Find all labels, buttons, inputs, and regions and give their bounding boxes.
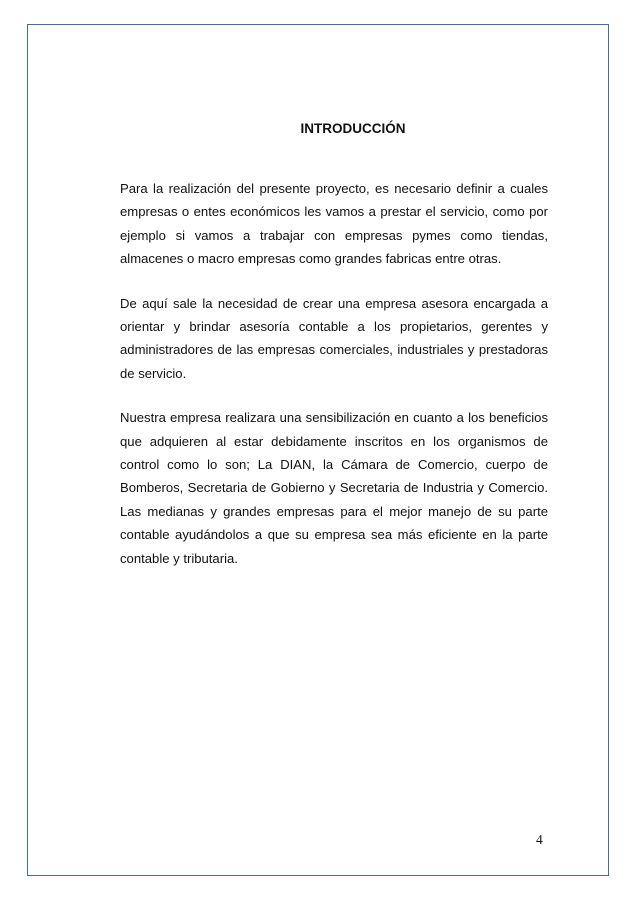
paragraph-1: Para la realización del presente proyecto, es necesario definir a cuales empresas o entes económicos les vamos a prestar el servicio, como por ejemplo si vamos a trabajar con empresas pymes como tiendas, almacenes o macro empresas como grandes fabricas entre otras. xyxy=(120,181,548,267)
page-number: 4 xyxy=(536,832,543,847)
paragraph-2: De aquí sale la necesidad de crear una empresa asesora encargada a orientar y brindar asesoría contable a los propietarios, gerentes y administradores de las empresas comerciales, industriales y prestadoras de servicio. xyxy=(120,295,548,381)
paragraph-3: Nuestra empresa realizara una sensibilización en cuanto a los beneficios que adquieren al estar debidamente inscritos en los organismos de control como lo son; La DIAN, la Cámara de Comercio, cuerpo de Bomberos, Secretaria de Gobierno y Secretaria de Industria y Comercio. Las medianas y grandes empresas para el mejor manejo de su parte contable ayudándolos a que su empresa sea más eficiente en la parte contable y tributaria. xyxy=(120,410,548,566)
page-title: INTRODUCCIÓN xyxy=(300,121,406,136)
document-body xyxy=(120,177,548,591)
